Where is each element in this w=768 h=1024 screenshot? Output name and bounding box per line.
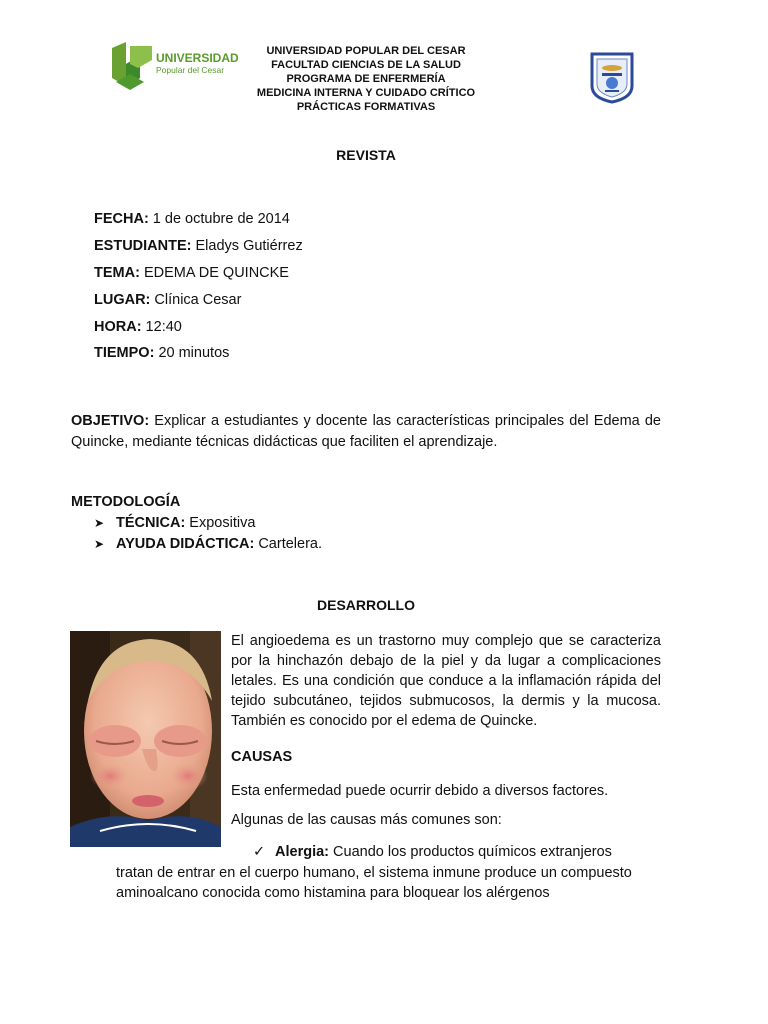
field-label: HORA: <box>94 319 142 335</box>
nursing-program-seal <box>588 50 636 104</box>
page-title: REVISTA <box>336 147 396 163</box>
field-value: 20 minutos <box>154 345 230 361</box>
causas-heading: CAUSAS <box>231 749 293 765</box>
field-value: 12:40 <box>141 319 182 335</box>
field-label: LUGAR: <box>94 292 151 308</box>
desarrollo-paragraph: El angioedema es un trastorno muy complejo que se caracteriza por la hinchazón debajo de la piel y da lugar a complicaciones letales. Es una condición que conduce a la inflamación rápida del tejido subcutáneo, tejidos submucosos, la dermis y la mucosa. También es conocido por el edema de Quincke. <box>231 633 661 729</box>
list-item <box>94 536 322 552</box>
field-tiempo <box>94 345 229 361</box>
item-label: AYUDA DIDÁCTICA: <box>116 536 255 552</box>
header-line: FACULTAD CIENCIAS DE LA SALUD <box>271 59 461 71</box>
item-value: Cartelera. <box>254 536 322 552</box>
objetivo-text: Explicar a estudiantes y docente las características principales del Edema de Quincke, mediante técnicas didácticas que faciliten el aprendizaje. <box>71 413 661 450</box>
field-label: TEMA: <box>94 265 140 281</box>
alergia-item <box>253 844 612 860</box>
header-line: PROGRAMA DE ENFERMERÍA <box>286 73 446 85</box>
field-lugar <box>94 292 241 308</box>
objetivo-label: OBJETIVO: <box>71 413 150 429</box>
header-line: MEDICINA INTERNA Y CUIDADO CRÍTICO <box>256 87 476 99</box>
field-value: Clínica Cesar <box>150 292 242 308</box>
header-line: UNIVERSIDAD POPULAR DEL CESAR <box>266 45 466 57</box>
item-value: Expositiva <box>185 515 256 531</box>
alergia-text-line: tratan de entrar en el cuerpo humano, el sistema inmune produce un compuesto <box>116 865 632 881</box>
causas-list-intro: Algunas de las causas más comunes son: <box>231 812 502 828</box>
list-item <box>94 515 255 531</box>
field-value: 1 de octubre de 2014 <box>148 211 290 227</box>
metodologia-heading: METODOLOGÍA <box>71 494 181 510</box>
field-hora <box>94 319 182 335</box>
arrow-bullet-icon: ➤ <box>94 537 105 551</box>
logo-title: UNIVERSIDAD <box>156 51 239 65</box>
alergia-text: Cuando los productos químicos extranjeros <box>329 844 612 860</box>
university-logo <box>110 42 239 92</box>
causas-intro: Esta enfermedad puede ocurrir debido a diversos factores. <box>231 783 609 799</box>
field-label: FECHA: <box>94 211 149 227</box>
field-fecha <box>94 211 290 227</box>
field-estudiante <box>94 238 303 254</box>
check-icon: ✓ <box>253 844 266 860</box>
alergia-text-line: aminoalcano conocida como histamina para bloquear los alérgenos <box>116 885 550 901</box>
alergia-label: Alergia: <box>275 844 329 860</box>
field-label: TIEMPO: <box>94 345 155 361</box>
logo-subtitle: Popular del Cesar <box>156 65 225 75</box>
field-value: EDEMA DE QUINCKE <box>139 265 289 281</box>
arrow-bullet-icon: ➤ <box>94 516 105 530</box>
objetivo-paragraph <box>71 411 661 453</box>
field-tema <box>94 265 289 281</box>
desarrollo-heading: DESARROLLO <box>317 597 415 613</box>
field-value: Eladys Gutiérrez <box>191 238 303 254</box>
header-line: PRÁCTICAS FORMATIVAS <box>296 101 436 113</box>
child-angioedema-photo <box>70 631 221 847</box>
field-label: ESTUDIANTE: <box>94 238 192 254</box>
item-label: TÉCNICA: <box>116 515 186 531</box>
document-header <box>230 44 502 114</box>
